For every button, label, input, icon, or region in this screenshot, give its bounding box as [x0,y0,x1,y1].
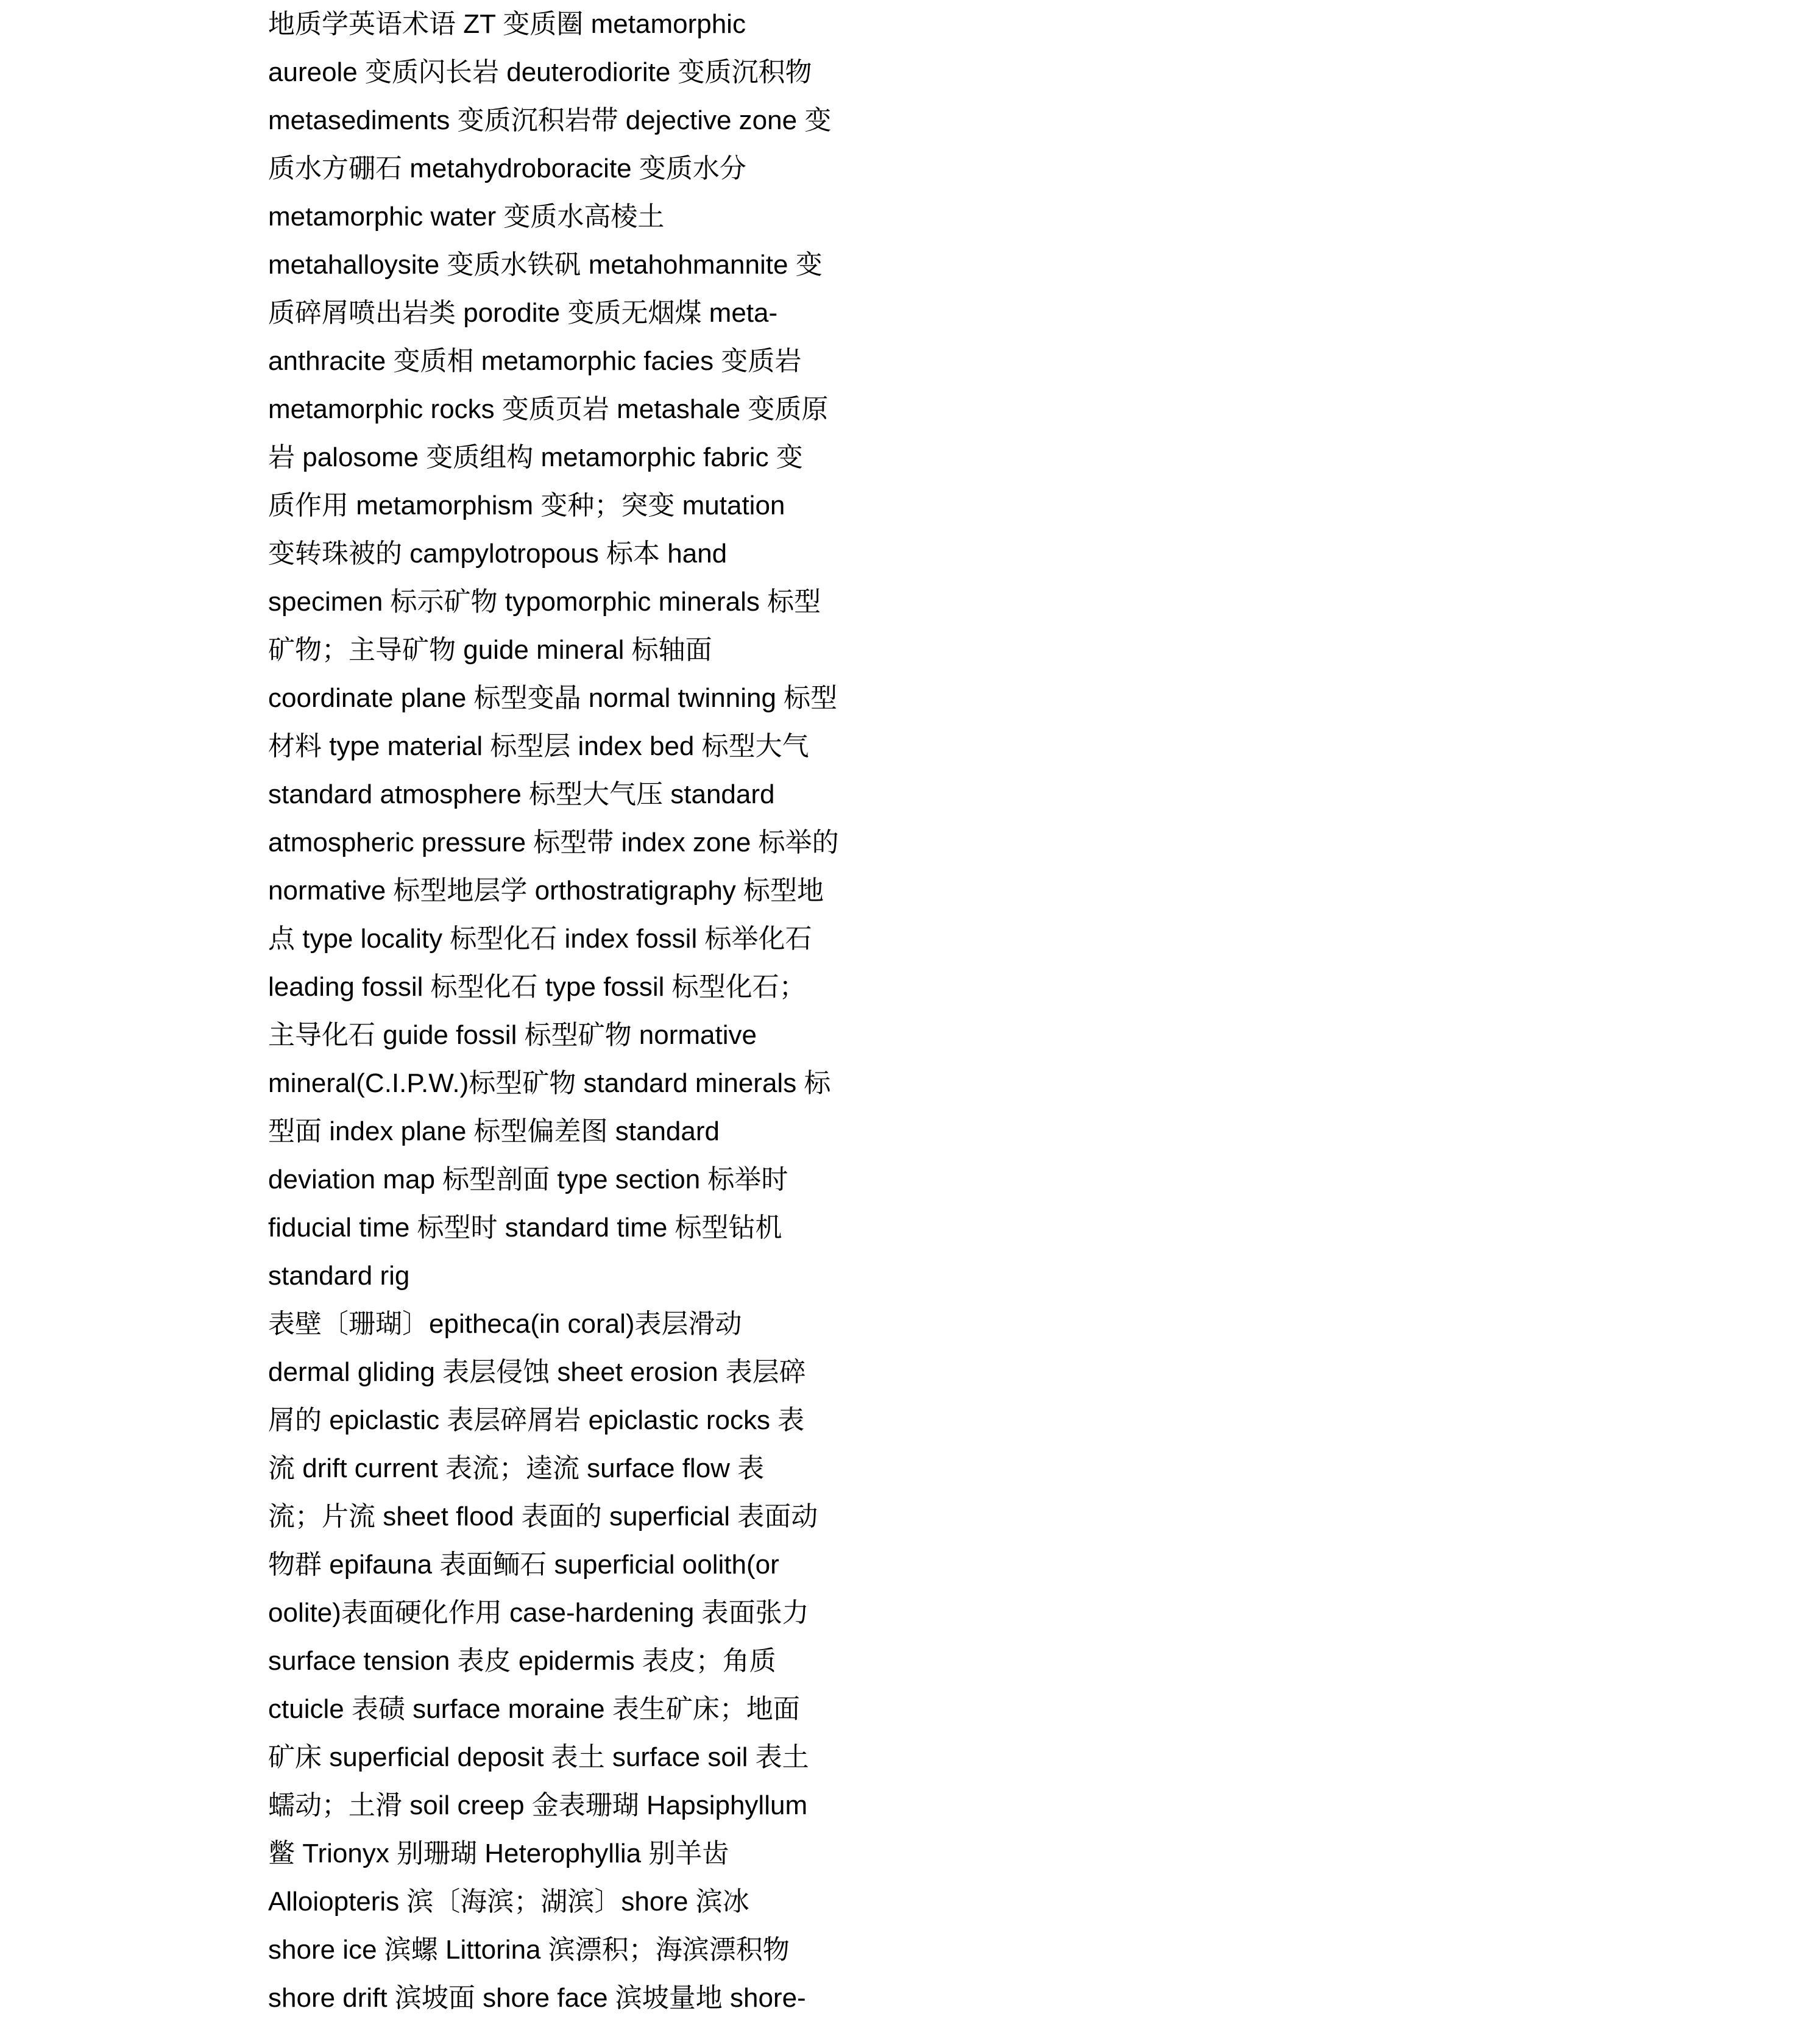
glossary-text-line: aureole 变质闪长岩 deuterodiorite 变质沉积物 [268,57,812,87]
glossary-text-line: metamorphic rocks 变质页岩 metashale 变质原 [268,394,829,424]
glossary-text-line: leading fossil 标型化石 type fossil 标型化石； [268,972,806,1002]
glossary-text-line: 蠕动；土滑 soil creep 金表珊瑚 Hapsiphyllum [268,1790,808,1820]
glossary-text-line: 主导化石 guide fossil 标型矿物 normative [268,1020,757,1050]
glossary-text-line: fiducial time 标型时 standard time 标型钻机 [268,1213,782,1243]
glossary-text-line: 流 drift current 表流；逵流 surface flow 表 [268,1453,765,1483]
glossary-text-line: deviation map 标型剖面 type section 标举时 [268,1165,788,1194]
glossary-text-line: 质碎屑喷出岩类 porodite 变质无烟煤 meta- [268,298,778,328]
glossary-text-line: 矿物；主导矿物 guide mineral 标轴面 [268,635,712,665]
glossary-text-line: normative 标型地层学 orthostratigraphy 标型地 [268,876,824,906]
glossary-text-line: standard atmosphere 标型大气压 standard [268,779,775,809]
glossary-text-line: 鳖 Trionyx 别珊瑚 Heterophyllia 别羊齿 [268,1839,729,1868]
glossary-text-line: shore ice 滨螺 Littorina 滨漂积；海滨漂积物 [268,1935,790,1965]
glossary-text-line: metahalloysite 变质水铁矾 metahohmannite 变 [268,250,823,280]
glossary-text-line: atmospheric pressure 标型带 index zone 标举的 [268,828,839,857]
glossary-text-line: 质水方硼石 metahydroboracite 变质水分 [268,154,746,183]
glossary-text-line: mineral(C.I.P.W.)标型矿物 standard minerals 标 [268,1068,831,1098]
glossary-text-line: oolite)表面硬化作用 case-hardening 表面张力 [268,1598,809,1628]
glossary-text-line: anthracite 变质相 metamorphic facies 变质岩 [268,346,802,376]
glossary-text-line: 变转珠被的 campylotropous 标本 hand [268,539,728,569]
glossary-text-line: ctuicle 表碛 surface moraine 表生矿床；地面 [268,1694,800,1724]
glossary-text-line: Alloiopteris 滨〔海滨；湖滨〕shore 滨冰 [268,1887,749,1917]
glossary-text-line: 地质学英语术语 ZT 变质圈 metamorphic [268,9,746,39]
glossary-text-line: 点 type locality 标型化石 index fossil 标举化石 [268,924,812,954]
glossary-text-line: surface tension 表皮 epidermis 表皮；角质 [268,1646,776,1676]
glossary-text-line: 材料 type material 标型层 index bed 标型大气 [268,731,809,761]
glossary-text-line: 屑的 epiclastic 表层碎屑岩 epiclastic rocks 表 [268,1405,805,1435]
glossary-text-line: metasediments 变质沉积岩带 dejective zone 变 [268,105,832,135]
glossary-text-line: 物群 epifauna 表面鲕石 superficial oolith(or [268,1550,779,1580]
glossary-text-line: 矿床 superficial deposit 表土 surface soil 表土 [268,1742,809,1772]
glossary-text-column [268,0,914,2022]
glossary-text-line: standard rig [268,1261,410,1291]
glossary-text-line: 表壁〔珊瑚〕epitheca(in coral)表层滑动 [268,1309,742,1339]
glossary-text-line: metamorphic water 变质水高棱土 [268,202,665,232]
glossary-text-line: shore drift 滨坡面 shore face 滨坡量地 shore- [268,1983,806,2013]
glossary-text-line: 质作用 metamorphism 变种；突变 mutation [268,491,785,520]
glossary-text-line: coordinate plane 标型变晶 normal twinning 标型 [268,683,838,713]
glossary-text-line: dermal gliding 表层侵蚀 sheet erosion 表层碎 [268,1357,806,1387]
glossary-text-line: 岩 palosome 变质组构 metamorphic fabric 变 [268,442,803,472]
glossary-text-line: 型面 index plane 标型偏差图 standard [268,1116,720,1146]
glossary-text-line: 流；片流 sheet flood 表面的 superficial 表面动 [268,1502,818,1531]
glossary-text-line: specimen 标示矿物 typomorphic minerals 标型 [268,587,821,617]
